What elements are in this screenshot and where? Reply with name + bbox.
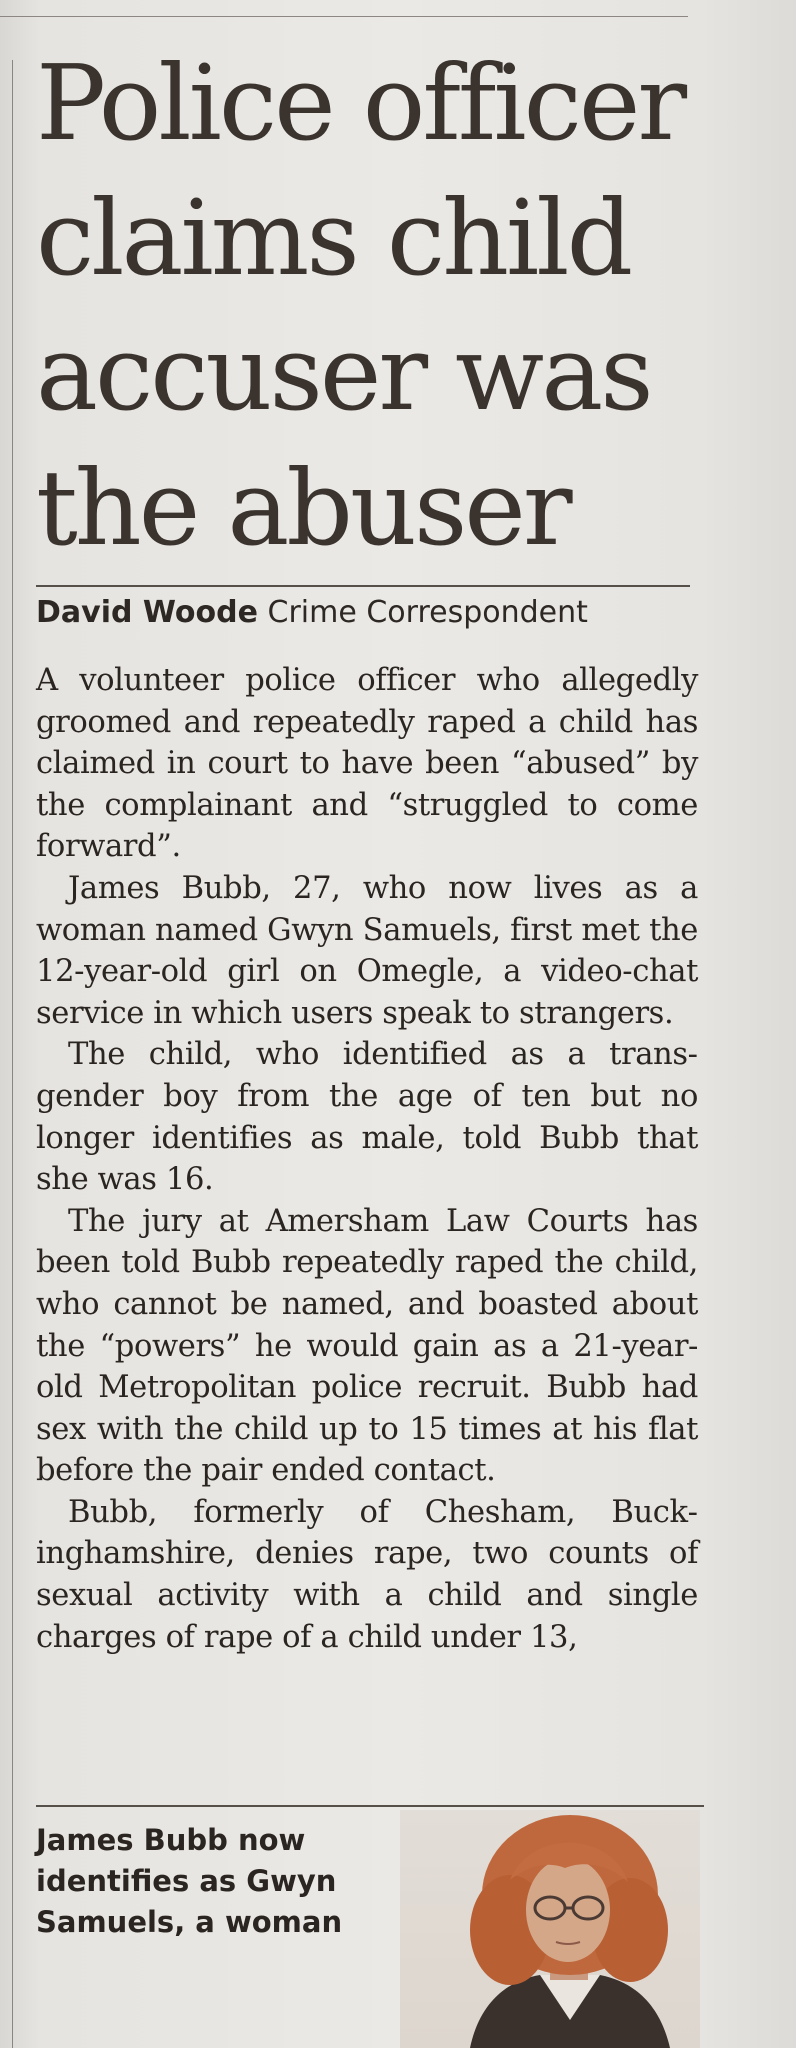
byline-author: David Woode (36, 595, 258, 630)
portrait-illustration (400, 1810, 700, 2048)
caption-line: James Bubb now (36, 1823, 306, 1857)
byline-rule (36, 585, 690, 587)
article-paragraph: Bubb, formerly of Chesham, Buckinghamshire, denies rape, two counts of sexual activity with a child and single charges of rape of a child under 13, (36, 1494, 698, 1655)
byline (36, 592, 696, 634)
top-rule (0, 16, 688, 17)
portrait-photo (400, 1810, 700, 2048)
article-paragraph: James Bubb, 27, who now lives as a woman named Gwyn Samuels, first met the 12-year-old girl on Omegle, a video-chat service in which users speak to strangers. (36, 870, 698, 1031)
column-rule (12, 60, 13, 2048)
headline-line: accuser was (36, 312, 651, 434)
headline-line: claims child (36, 177, 631, 299)
caption-rule (36, 1805, 704, 1807)
byline-role: Crime Correspondent (267, 595, 588, 630)
photo-caption (36, 1820, 396, 1943)
headline-line: the abuser (36, 447, 570, 569)
headline-line: Police officer (36, 42, 685, 164)
article-paragraph: A volunteer police officer who allegedly groomed and repeatedly raped a child has claimed in court to have been “abused” by the complainant and “struggled to come forward”. (36, 663, 698, 865)
caption-line: identifies as Gwyn (36, 1864, 337, 1898)
caption-line: Samuels, a woman (36, 1905, 343, 1939)
article-body (36, 660, 698, 1658)
headline (36, 36, 696, 576)
article-paragraph: The child, who identified as a transgender boy from the age of ten but no longer identifies as male, told Bubb that she was 16. (36, 1037, 698, 1198)
article-paragraph: The jury at Amersham Law Courts has been told Bubb repeatedly raped the child, who cannot be named, and boasted about the “powers” he would gain as a 21-year-old Metropolitan police recruit. Bubb had sex with the child up to 15 times at his flat before the pair ended contact. (36, 1203, 698, 1489)
